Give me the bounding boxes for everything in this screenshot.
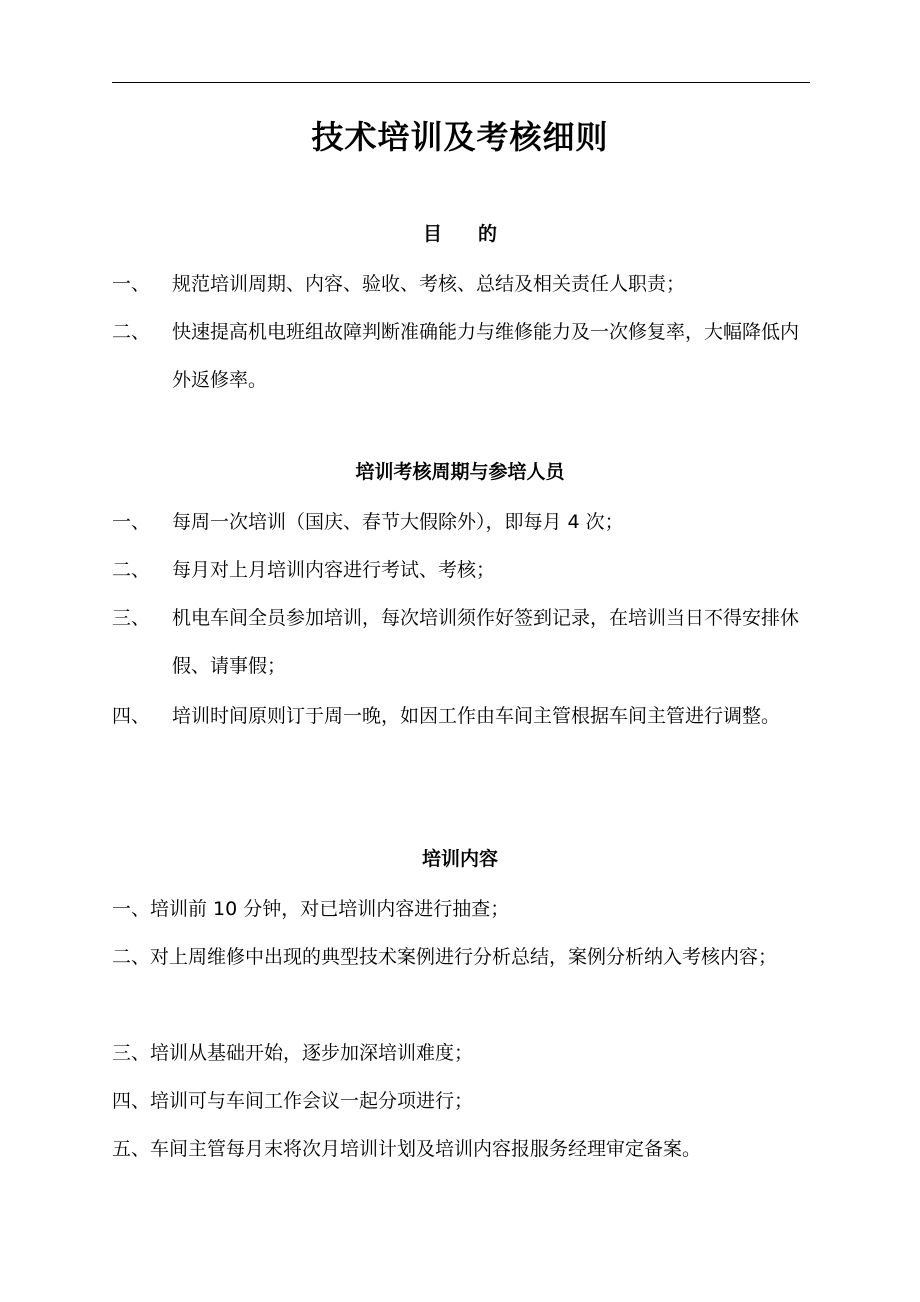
- content-item-5: 五、车间主管每月末将次月培训计划及培训内容报服务经理审定备案。: [112, 1138, 702, 1160]
- purpose-item-2: [112, 308, 812, 404]
- cycle-item-2: [112, 546, 812, 594]
- cycle-item-4: [112, 692, 812, 740]
- item-text: 每月对上月培训内容进行考试、考核；: [172, 559, 496, 581]
- content-item-3: 三、培训从基础开始，逐步加深培训难度；: [112, 1042, 474, 1064]
- section-heading-content: 培训内容: [421, 848, 498, 870]
- item-text: 每周一次培训（国庆、春节大假除外），即每月 4 次；: [172, 511, 624, 533]
- item-number: 三、: [112, 607, 151, 629]
- item-text: 培训时间原则订于周一晚，如因工作由车间主管根据车间主管进行调整。: [172, 705, 781, 727]
- section-heading-purpose: [0, 220, 920, 248]
- item-number: 四、: [112, 705, 151, 727]
- item-text: 快速提高机电班组故障判断准确能力与维修能力及一次修复率，大幅降低内外返修率。: [172, 321, 800, 391]
- cycle-item-1: [112, 498, 812, 546]
- cycle-item-3: [112, 594, 812, 690]
- document-title: 技术培训及考核细则: [311, 118, 609, 156]
- item-number: 一、: [112, 273, 151, 295]
- purpose-heading-right: 的: [478, 223, 498, 245]
- content-item-4: 四、培训可与车间工作会议一起分项进行；: [112, 1090, 474, 1112]
- content-item-1: 一、培训前 10 分钟，对已培训内容进行抽查；: [112, 898, 510, 920]
- item-text: 机电车间全员参加培训，每次培训须作好签到记录，在培训当日不得安排休假、请事假；: [172, 607, 800, 677]
- header-rule: [112, 82, 810, 83]
- item-number: 一、: [112, 511, 151, 533]
- content-item-2: 二、对上周维修中出现的典型技术案例进行分析总结，案例分析纳入考核内容；: [112, 946, 778, 968]
- item-text: 规范培训周期、内容、验收、考核、总结及相关责任人职责；: [172, 273, 686, 295]
- item-number: 二、: [112, 321, 151, 343]
- item-number: 二、: [112, 559, 151, 581]
- section-heading-cycle: 培训考核周期与参培人员: [355, 461, 565, 483]
- purpose-heading-left: 目: [422, 223, 442, 245]
- purpose-item-1: [112, 260, 812, 308]
